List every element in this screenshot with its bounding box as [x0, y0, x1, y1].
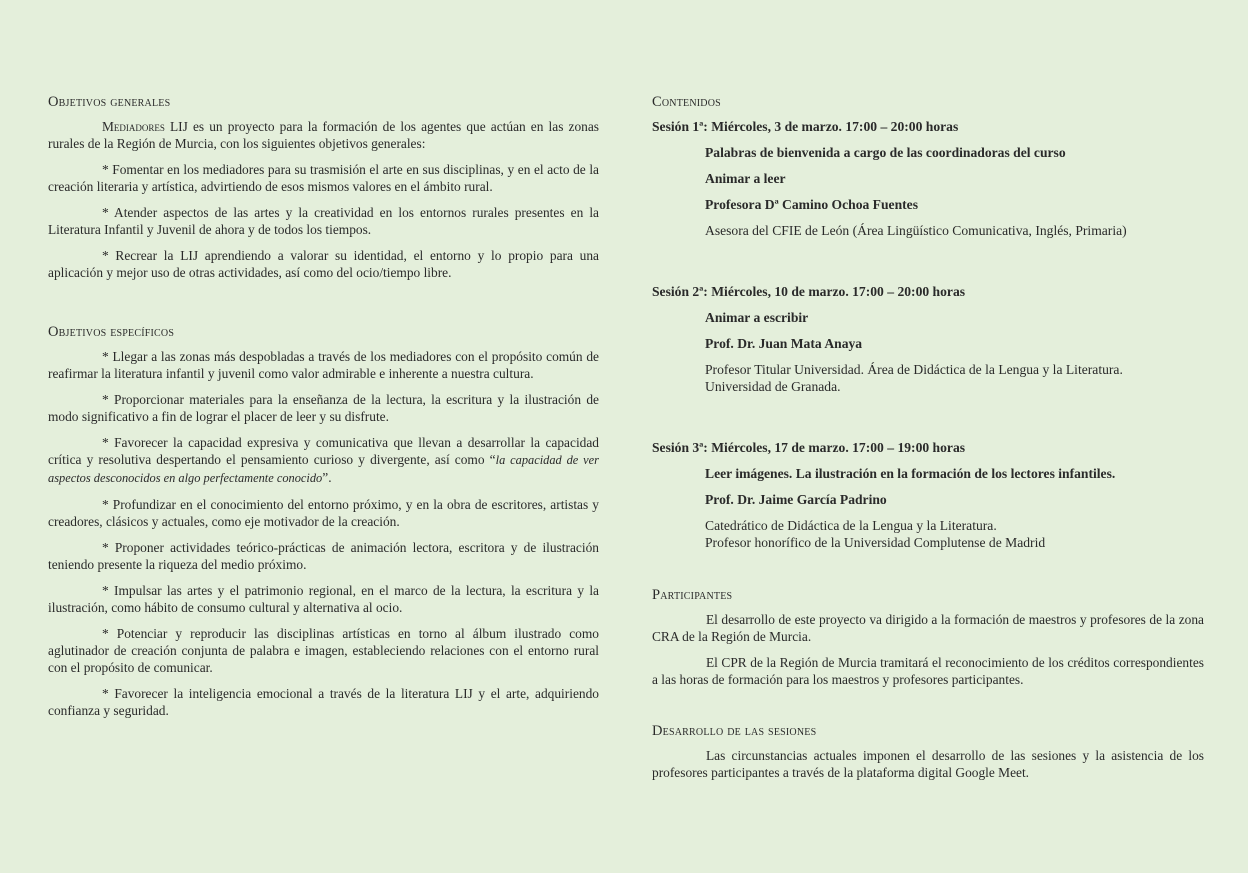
general-objective: * Atender aspectos de las artes y la creatividad en los entornos rurales presentes en la Literatura Infantil y Juvenil de ahora y de todos los tiempos. — [48, 205, 599, 237]
session-topic: Palabras de bienvenida a cargo de las coordinadoras del curso — [705, 145, 1066, 160]
section-title-desarrollo: Desarrollo de las sesiones — [652, 723, 817, 739]
specific-objective: * Profundizar en el conocimiento del entorno próximo, y en la obra de escritores, artistas y creadores, clásicos y actuales, como eje motivador de la creación. — [48, 497, 599, 529]
session-speaker: Prof. Dr. Juan Mata Anaya — [705, 336, 863, 351]
development-paragraph: Las circunstancias actuales imponen el desarrollo de las sesiones y la asistencia de los profesores participantes a través de la plataforma digital Google Meet. — [652, 748, 1204, 780]
session-1 — [652, 118, 1204, 239]
speaker-affiliation: Profesor honorífico de la Universidad Complutense de Madrid — [705, 535, 1046, 550]
session-3 — [652, 439, 1204, 551]
specific-objective: * Impulsar las artes y el patrimonio regional, en el marco de la lectura, la escritura y la ilustración, como hábito de consumo cultural y alternativa al ocio. — [48, 583, 599, 615]
speaker-affiliation: Universidad de Granada. — [705, 379, 841, 394]
specific-objective-quote: la capacidad de ver aspectos desconocidos en algo perfectamente conocido — [48, 453, 600, 485]
participants-paragraph: El CPR de la Región de Murcia tramitará el reconocimiento de los créditos correspondientes a las horas de formación para los maestros y profesores participantes. — [652, 655, 1204, 687]
intro-paragraph — [48, 118, 599, 152]
participants-paragraph: El desarrollo de este proyecto va dirigido a la formación de maestros y profesores de la zona CRA de la Región de Murcia. — [652, 612, 1204, 644]
speaker-affiliation: Profesor Titular Universidad. Área de Didáctica de la Lengua y la Literatura. — [705, 362, 1123, 377]
specific-objective — [48, 434, 599, 487]
session-topic: Animar a escribir — [705, 310, 809, 325]
section-title-participantes: Participantes — [652, 587, 733, 603]
general-objective: * Recrear la LIJ aprendiendo a valorar su identidad, el entorno y lo propio para una aplicación y mejor uso de otras actividades, así como del ocio/tiempo libre. — [48, 248, 599, 280]
speaker-affiliation: Asesora del CFIE de León (Área Lingüístico Comunicativa, Inglés, Primaria) — [705, 223, 1127, 238]
session-heading: Sesión 3ª: Miércoles, 17 de marzo. 17:00 – 19:00 horas — [652, 440, 966, 455]
speaker-affiliation: Catedrático de Didáctica de la Lengua y la Literatura. — [705, 518, 997, 533]
session-topic: Animar a leer — [705, 171, 786, 186]
session-heading: Sesión 2ª: Miércoles, 10 de marzo. 17:00 – 20:00 horas — [652, 284, 966, 299]
specific-objective: * Proponer actividades teórico-prácticas de animación lectora, escritora y de ilustración teniendo presente la riqueza del medio próximo. — [48, 540, 599, 572]
session-speaker: Profesora Dª Camino Ochoa Fuentes — [705, 197, 918, 212]
project-name: Mediadores LIJ — [102, 119, 188, 134]
specific-objective: * Favorecer la inteligencia emocional a través de la literatura LIJ y el arte, adquiriendo confianza y seguridad. — [48, 686, 599, 718]
specific-objective-close: ”. — [322, 470, 332, 485]
specific-objective: * Potenciar y reproducir las disciplinas artísticas en torno al álbum ilustrado como aglutinador de creación conjunta de palabra e imagen, estableciendo relaciones con el entorno rural con el propósito de comunicar. — [48, 626, 599, 675]
specific-objective-text: * Favorecer la capacidad expresiva y comunicativa que llevan a desarrollar la capacidad crítica y resolutiva despertando el pensamiento curioso y divergente, así como “ — [48, 435, 599, 467]
section-title-objetivos-generales: Objetivos generales — [48, 94, 171, 110]
section-title-contenidos: Contenidos — [652, 94, 721, 110]
right-column — [652, 92, 1204, 790]
session-speaker: Prof. Dr. Jaime García Padrino — [705, 492, 887, 507]
intro-text: es un proyecto para la formación de los agentes que actúan en las zonas rurales de la Región de Murcia, con los siguientes objetivos generales: — [48, 119, 600, 151]
left-column — [48, 92, 599, 728]
specific-objective: * Llegar a las zonas más despobladas a través de los mediadores con el propósito común de reafirmar la literatura infantil y juvenil como valor admirable e inherente a nuestra cultura. — [48, 349, 599, 381]
session-heading: Sesión 1ª: Miércoles, 3 de marzo. 17:00 – 20:00 horas — [652, 119, 959, 134]
session-2 — [652, 283, 1204, 395]
section-title-objetivos-especificos: Objetivos específicos — [48, 324, 175, 340]
session-topic: Leer imágenes. La ilustración en la formación de los lectores infantiles. — [705, 466, 1116, 481]
specific-objective: * Proporcionar materiales para la enseñanza de la lectura, la escritura y la ilustración de modo significativo a fin de lograr el placer de leer y su disfrute. — [48, 392, 599, 424]
general-objective: * Fomentar en los mediadores para su trasmisión el arte en sus disciplinas, y en el acto de la creación literaria y artística, advirtiendo de esos mismos valores en el ámbito rural. — [48, 162, 599, 194]
